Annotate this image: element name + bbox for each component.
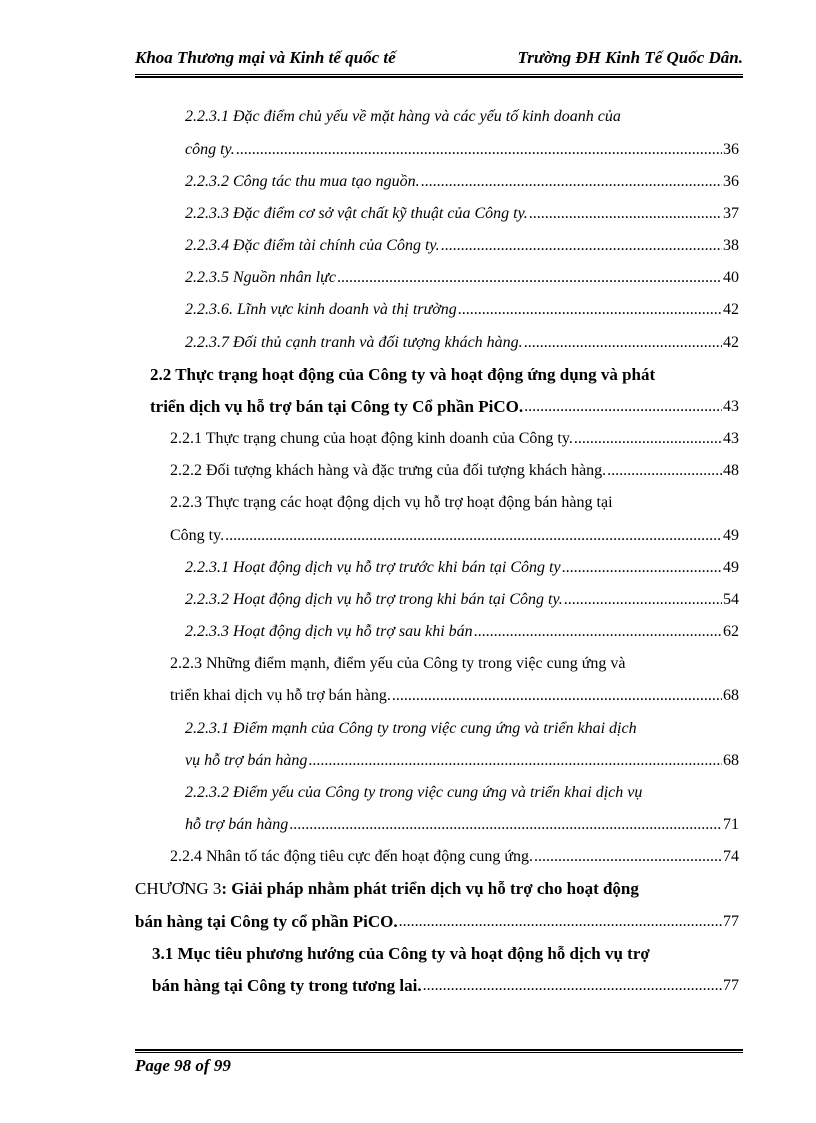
toc-leader bbox=[421, 172, 722, 192]
toc-page: 36 bbox=[723, 141, 739, 158]
toc-entry-line1 bbox=[170, 493, 613, 513]
toc-text: : Giải pháp nhằm phát triển dịch vụ hỗ trợ cho hoạt động bbox=[221, 879, 639, 898]
toc-leader bbox=[562, 558, 722, 578]
toc-entry[interactable] bbox=[185, 300, 739, 320]
toc-leader bbox=[441, 236, 722, 256]
toc-page: 37 bbox=[723, 205, 739, 222]
toc-text: triển khai dịch vụ hỗ trợ bán hàng. bbox=[170, 687, 391, 704]
toc-entry[interactable] bbox=[170, 526, 739, 546]
toc-leader bbox=[289, 815, 722, 835]
toc-entry-line1 bbox=[185, 783, 642, 803]
toc-text: 2.2.4 Nhân tố tác động tiêu cực đến hoạt động cung ứng. bbox=[170, 848, 534, 865]
toc-leader bbox=[524, 397, 722, 417]
toc-leader bbox=[524, 333, 722, 353]
toc-entry-line1 bbox=[150, 365, 655, 385]
toc-page: 38 bbox=[723, 237, 739, 254]
toc-text: 2.2.3.3 Hoạt động dịch vụ hỗ trợ sau khi bán bbox=[185, 623, 473, 640]
toc-page: 42 bbox=[723, 334, 739, 351]
toc-page: 54 bbox=[723, 591, 739, 608]
chapter-label: CHƯƠNG 3 bbox=[135, 879, 222, 898]
toc-text: 2.2.3.7 Đối thủ cạnh tranh và đối tượng khách hàng. bbox=[185, 334, 523, 351]
toc-text: hỗ trợ bán hàng bbox=[185, 816, 289, 833]
toc-page: 77 bbox=[723, 913, 739, 930]
toc-text: 2.2.1 Thực trạng chung của hoạt động kinh doanh của Công ty. bbox=[170, 430, 573, 447]
toc-page: 49 bbox=[723, 559, 739, 576]
toc-page: 74 bbox=[723, 848, 739, 865]
page-header bbox=[135, 48, 743, 74]
toc-leader bbox=[458, 300, 722, 320]
toc-entry[interactable] bbox=[185, 558, 739, 578]
toc-entry[interactable] bbox=[185, 333, 739, 353]
toc-leader bbox=[236, 140, 722, 160]
toc-entry[interactable] bbox=[135, 912, 739, 932]
toc-page: 43 bbox=[723, 430, 739, 447]
toc-page: 68 bbox=[723, 687, 739, 704]
footer-rule bbox=[135, 1049, 743, 1053]
toc-entry-line1 bbox=[185, 107, 621, 127]
toc-text: 2.2 Thực trạng hoạt động của Công ty và hoạt động ứng dụng và phát bbox=[150, 365, 656, 384]
toc-leader bbox=[607, 461, 722, 481]
toc-text: 2.2.3.3 Đặc điểm cơ sở vật chất kỹ thuật của Công ty. bbox=[185, 205, 528, 222]
toc-entry[interactable] bbox=[185, 622, 739, 642]
toc-entry[interactable] bbox=[170, 847, 739, 867]
toc-entry[interactable] bbox=[170, 461, 739, 481]
toc-leader bbox=[308, 751, 722, 771]
toc-page: 42 bbox=[723, 301, 739, 318]
toc-leader bbox=[225, 526, 722, 546]
toc-entry[interactable] bbox=[185, 268, 739, 288]
toc-text: 2.2.3.4 Đặc điểm tài chính của Công ty. bbox=[185, 237, 440, 254]
toc-page: 48 bbox=[723, 462, 739, 479]
toc-entry[interactable] bbox=[185, 204, 739, 224]
toc-text: 2.2.3.2 Điểm yếu của Công ty trong việc cung ứng và triển khai dịch vụ bbox=[185, 784, 643, 801]
toc-text: công ty. bbox=[185, 141, 235, 158]
toc-page: 40 bbox=[723, 269, 739, 286]
toc-page: 71 bbox=[723, 816, 739, 833]
toc-entry[interactable] bbox=[185, 751, 739, 771]
toc-text: 2.2.3.1 Điểm mạnh của Công ty trong việc cung ứng và triển khai dịch bbox=[185, 720, 637, 737]
toc-leader bbox=[529, 204, 722, 224]
toc-leader bbox=[423, 976, 722, 996]
toc-text: 2.2.3.2 Hoạt động dịch vụ hỗ trợ trong khi bán tại Công ty. bbox=[185, 591, 563, 608]
toc-text: vụ hỗ trợ bán hàng bbox=[185, 752, 308, 769]
header-university: Trường ĐH Kinh Tế Quốc Dân. bbox=[517, 48, 743, 67]
toc-text: triển dịch vụ hỗ trợ bán tại Công ty Cổ phần PiCO. bbox=[150, 397, 524, 416]
toc-leader bbox=[574, 429, 722, 449]
toc-page: 36 bbox=[723, 173, 739, 190]
toc-text: 2.2.3 Thực trạng các hoạt động dịch vụ hỗ trợ hoạt động bán hàng tại bbox=[170, 494, 613, 511]
toc-text: bán hàng tại Công ty trong tương lai. bbox=[152, 976, 422, 995]
toc-leader bbox=[564, 590, 722, 610]
toc-text: bán hàng tại Công ty cổ phần PiCO. bbox=[135, 912, 398, 931]
toc-leader bbox=[399, 912, 722, 932]
toc-text: 2.2.3.5 Nguồn nhân lực bbox=[185, 269, 336, 286]
toc-entry[interactable] bbox=[150, 397, 739, 417]
toc-page: 43 bbox=[723, 398, 739, 415]
toc-entry-line1 bbox=[135, 879, 639, 899]
header-faculty: Khoa Thương mại và Kinh tế quốc tế bbox=[135, 48, 396, 67]
toc-entry[interactable] bbox=[170, 429, 739, 449]
page-number: Page 98 of 99 bbox=[135, 1056, 231, 1075]
toc-text: 2.2.3.6. Lĩnh vực kinh doanh và thị trường bbox=[185, 301, 457, 318]
toc-entry[interactable] bbox=[185, 590, 739, 610]
toc-text: 2.2.3.1 Đặc điểm chủ yếu về mặt hàng và các yếu tố kinh doanh của bbox=[185, 108, 621, 125]
header-rule bbox=[135, 74, 743, 78]
toc-text: 2.2.3.1 Hoạt động dịch vụ hỗ trợ trước khi bán tại Công ty bbox=[185, 559, 561, 576]
toc-text: 2.2.3 Những điểm mạnh, điểm yếu của Công ty trong việc cung ứng và bbox=[170, 655, 626, 672]
toc-leader bbox=[337, 268, 722, 288]
toc-page: 49 bbox=[723, 527, 739, 544]
toc-entry-line1 bbox=[152, 944, 650, 964]
toc-page: 77 bbox=[723, 977, 739, 994]
toc-entry[interactable] bbox=[152, 976, 739, 996]
toc-entry-line1 bbox=[170, 654, 625, 674]
toc-leader bbox=[474, 622, 722, 642]
toc-entry[interactable] bbox=[170, 686, 739, 706]
toc-entry[interactable] bbox=[185, 140, 739, 160]
toc-page: 68 bbox=[723, 752, 739, 769]
toc-leader bbox=[534, 847, 722, 867]
toc-leader bbox=[392, 686, 722, 706]
toc-entry-line1 bbox=[185, 719, 637, 739]
toc-text: 2.2.2 Đối tượng khách hàng và đặc trưng của đối tượng khách hàng. bbox=[170, 462, 607, 479]
toc-entry[interactable] bbox=[185, 815, 739, 835]
toc-text: 3.1 Mục tiêu phương hướng của Công ty và hoạt động hỗ dịch vụ trợ bbox=[152, 944, 650, 963]
toc-entry[interactable] bbox=[185, 236, 739, 256]
toc-entry[interactable] bbox=[185, 172, 739, 192]
toc-text: Công ty. bbox=[170, 527, 225, 544]
toc-page: 62 bbox=[723, 623, 739, 640]
toc-text: 2.2.3.2 Công tác thu mua tạo nguồn. bbox=[185, 173, 420, 190]
